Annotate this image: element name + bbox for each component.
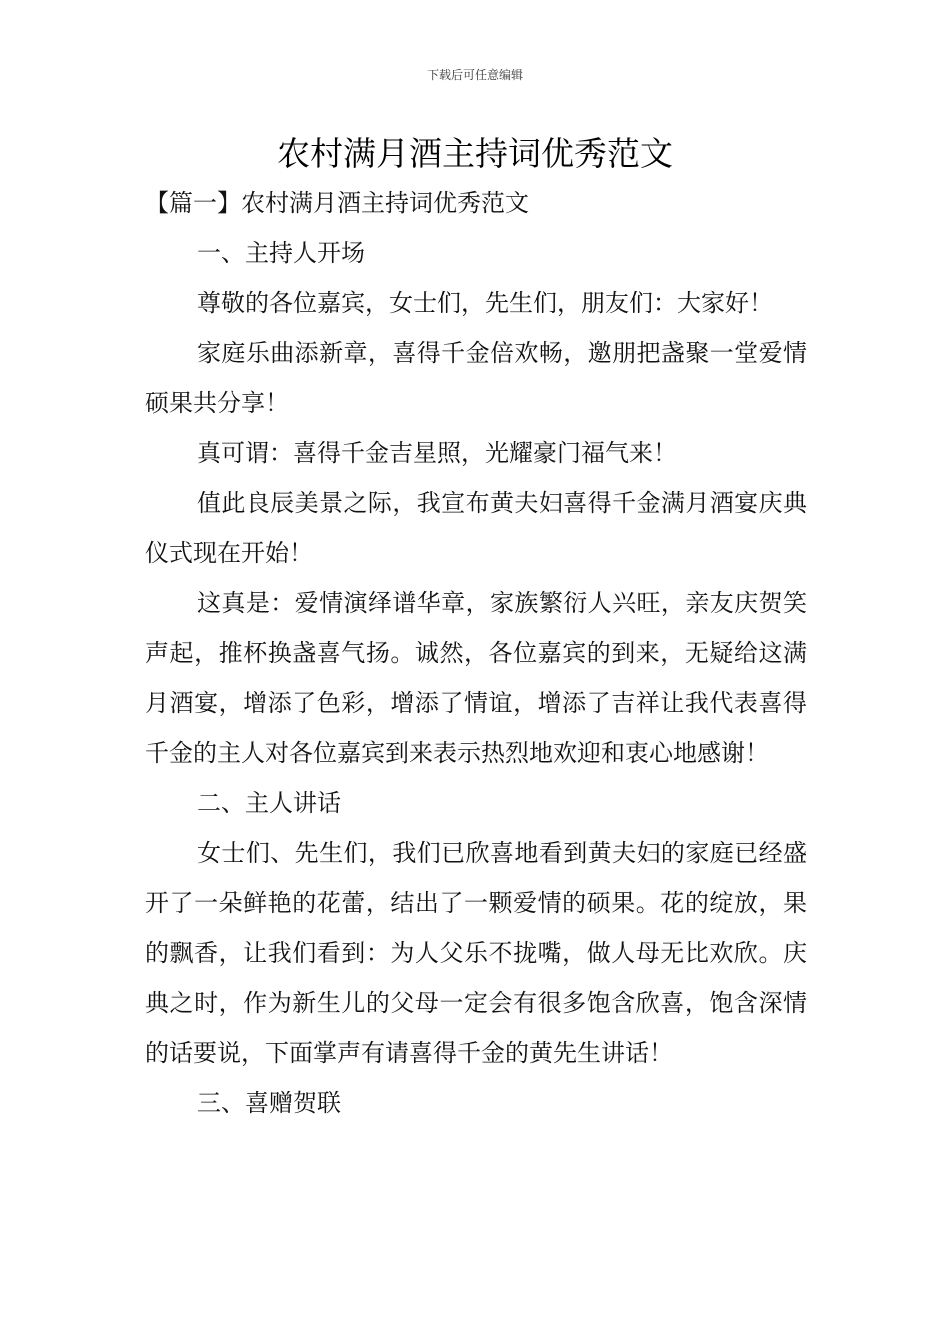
section-heading-host-speech: 二、主人讲话 bbox=[197, 789, 341, 817]
section-heading-part-one: 【篇一】农村满月酒主持词优秀范文 bbox=[145, 189, 529, 217]
section-heading-couplets: 三、喜赠贺联 bbox=[197, 1089, 341, 1117]
paragraph-lucky-star: 真可谓：喜得千金吉星照，光耀豪门福气来！ bbox=[197, 439, 677, 467]
header-note: 下载后可任意编辑 bbox=[426, 68, 523, 82]
paragraph-family-new-chapter: 家庭乐曲添新章，喜得千金倍欢畅，邀朋把盏聚一堂爱情硕果共分享！ bbox=[145, 339, 807, 417]
paragraph-welcome-thanks: 这真是：爱情演绎谱华章，家族繁衍人兴旺，亲友庆贺笑声起，推杯换盏喜气扬。诚然，各位嘉宾的到来，无疑给这满月酒宴，增添了色彩，增添了情谊，增添了吉祥让我代表喜得千金的主人对各位嘉宾到来表示热烈地欢迎和衷心地感谢！ bbox=[145, 589, 807, 767]
paragraph-parents-speech: 女士们、先生们，我们已欣喜地看到黄夫妇的家庭已经盛开了一朵鲜艳的花蕾，结出了一颗爱情的硕果。花的绽放，果的飘香，让我们看到：为人父乐不拢嘴，做人母无比欢欣。庆典之时，作为新生儿的父母一定会有很多饱含欣喜，饱含深情的话要说，下面掌声有请喜得千金的黄先生讲话！ bbox=[145, 839, 807, 1067]
paragraph-ceremony-start: 值此良辰美景之际，我宣布黄夫妇喜得千金满月酒宴庆典仪式现在开始！ bbox=[145, 489, 807, 567]
document-body bbox=[145, 178, 807, 1128]
section-heading-host-opening: 一、主持人开场 bbox=[197, 239, 365, 267]
document-title: 农村满月酒主持词优秀范文 bbox=[277, 134, 673, 173]
paragraph-greeting: 尊敬的各位嘉宾，女士们，先生们，朋友们：大家好！ bbox=[197, 289, 773, 317]
